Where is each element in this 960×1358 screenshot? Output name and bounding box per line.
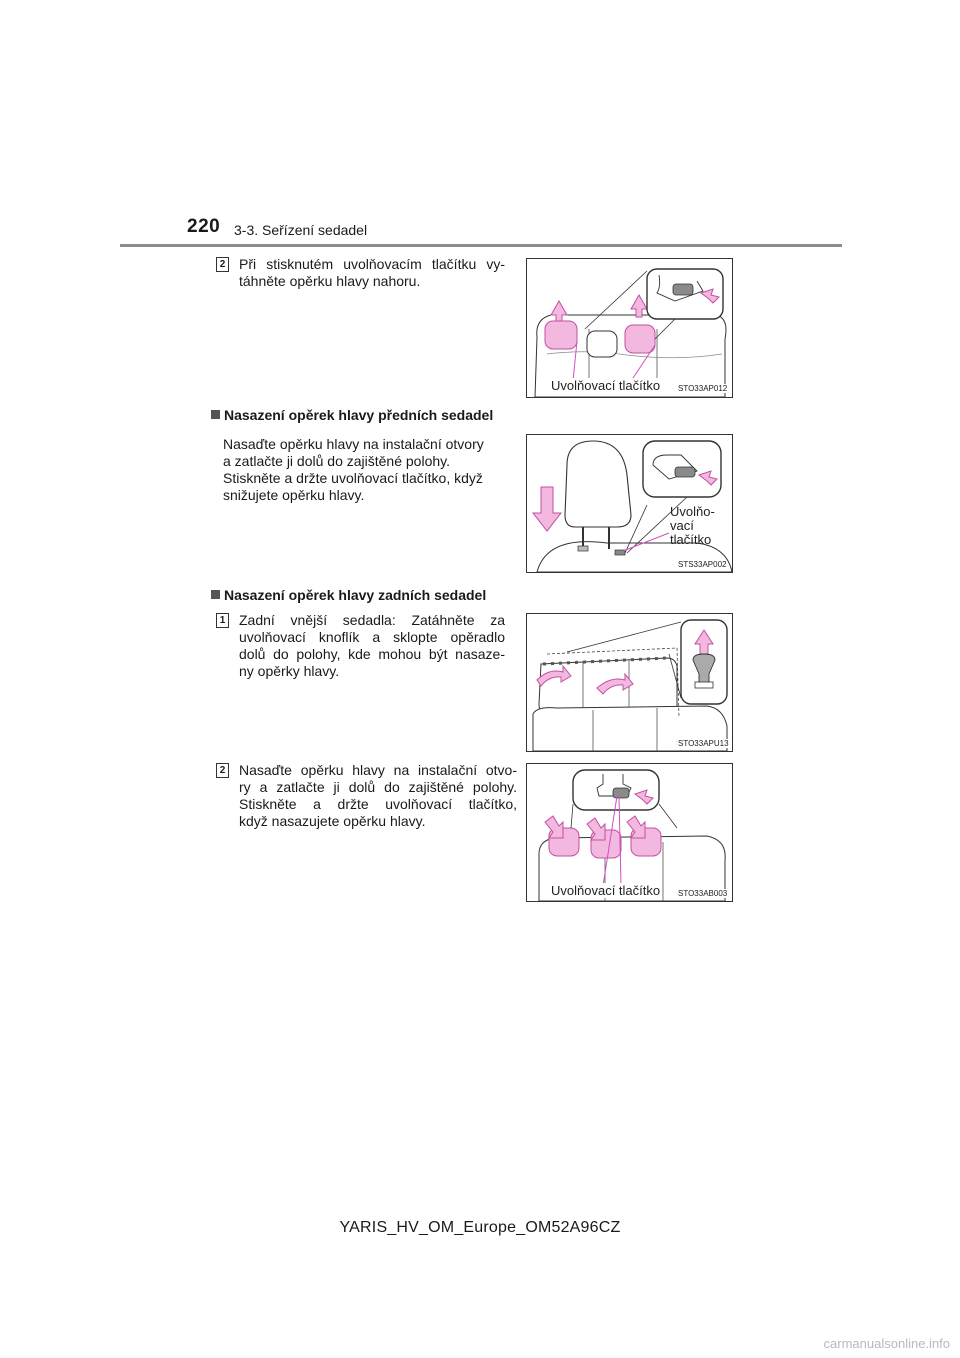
text-line: Stiskněte a držte uvolňovací tlačítko, když xyxy=(223,470,483,486)
text-line: uvolňovací knoflík a sklopte opěradlo xyxy=(239,629,505,645)
step-number: 2 xyxy=(216,763,229,778)
figure-fold-seatback xyxy=(526,613,733,752)
text-line: Nasaďte opěrku hlavy na instalační otvo- xyxy=(239,762,517,778)
document-footer: YARIS_HV_OM_Europe_OM52A96CZ xyxy=(339,1219,621,1236)
heading-front-seats xyxy=(211,407,493,423)
heading-text: Nasazení opěrek hlavy zadních sedadel xyxy=(224,587,487,603)
watermark[interactable]: carmanualsonline.info xyxy=(823,1336,950,1351)
label-line: Uvolňo- xyxy=(670,504,715,519)
figure-label: Uvolňovací tlačítko xyxy=(551,378,661,393)
text-line: Při stisknutém uvolňovacím tlačítku vy- xyxy=(239,256,505,272)
text-line: snižujete opěrku hlavy. xyxy=(223,487,365,503)
front-text xyxy=(223,436,515,504)
illustration xyxy=(527,614,732,751)
header-rule xyxy=(120,244,842,247)
step-number: 2 xyxy=(216,257,229,272)
figure-code: STO33AP012 xyxy=(678,384,728,393)
text-line: ry a zatlačte ji dolů do zajištěné polohy. xyxy=(239,779,517,795)
page-number: 220 xyxy=(187,216,221,237)
text-line: Stiskněte a držte uvolňovací tlačítko, xyxy=(239,796,517,812)
text-line: ny opěrky hlavy. xyxy=(239,663,340,679)
label-line: vací xyxy=(670,518,694,533)
label-line: tlačítko xyxy=(670,532,712,547)
heading-rear-seats xyxy=(211,587,486,603)
figure-code: STO33AB003 xyxy=(678,889,728,898)
bullet-square xyxy=(211,590,220,599)
step-number: 1 xyxy=(216,613,229,628)
text-line: Nasaďte opěrku hlavy na instalační otvory xyxy=(223,436,484,452)
step-a-text xyxy=(239,256,505,290)
text-line: dolů do polohy, kde mohou být nasaze- xyxy=(239,646,505,662)
figure-label: Uvolňovací tlačítko xyxy=(551,883,661,898)
illustration xyxy=(527,764,732,901)
step-b-text xyxy=(239,612,505,680)
illustration xyxy=(527,259,732,397)
figure-front-headrest xyxy=(526,434,733,573)
text-line: Zadní vnější sedadla: Zatáhněte za xyxy=(239,612,505,628)
section-title: 3-3. Seřízení sedadel xyxy=(234,222,368,238)
text-line: a zatlačte ji dolů do zajištěné polohy. xyxy=(223,453,450,469)
figure-install-rear-headrests xyxy=(526,763,733,902)
text-line: táhněte opěrku hlavy nahoru. xyxy=(239,273,421,289)
step-c-text xyxy=(239,762,517,830)
text-line: když nasazujete opěrku hlavy. xyxy=(239,813,426,829)
figure-raise-headrest xyxy=(526,258,733,398)
figure-code: STS33AP002 xyxy=(678,560,727,569)
bullet-square xyxy=(211,410,220,419)
figure-code: STO33APU13 xyxy=(678,739,729,748)
heading-text: Nasazení opěrek hlavy předních sedadel xyxy=(224,407,494,423)
figure-label xyxy=(668,505,717,547)
